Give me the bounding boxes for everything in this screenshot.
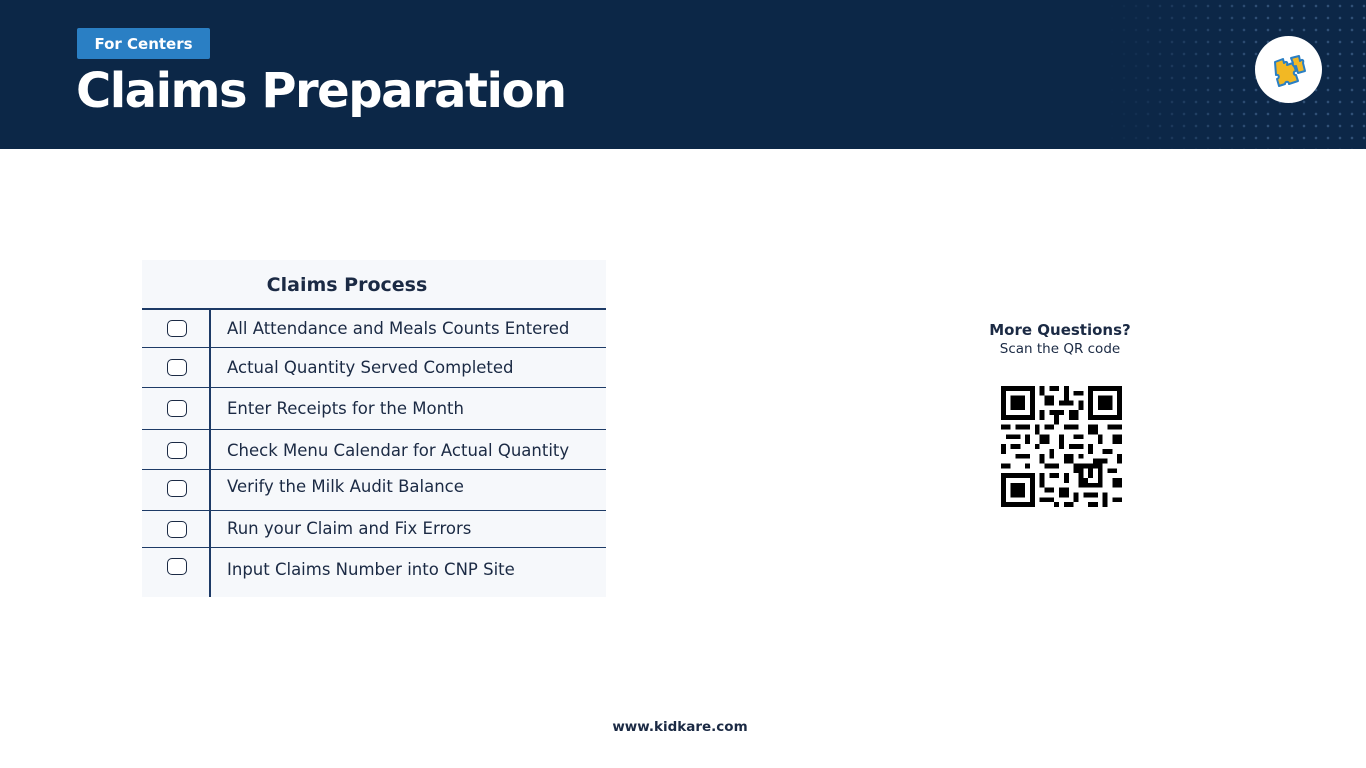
checklist-item-label: Input Claims Number into CNP Site bbox=[227, 560, 515, 579]
checklist-row bbox=[142, 309, 606, 348]
checklist-item-label: Verify the Milk Audit Balance bbox=[227, 477, 464, 496]
kidkare-logo[interactable] bbox=[1255, 36, 1322, 103]
checklist-row bbox=[142, 348, 606, 388]
checkbox[interactable] bbox=[167, 480, 187, 497]
checklist-row bbox=[142, 511, 606, 548]
checkbox[interactable] bbox=[167, 521, 187, 538]
checklist-item-label: Check Menu Calendar for Actual Quantity bbox=[227, 441, 570, 460]
checklist-item-label: All Attendance and Meals Counts Entered bbox=[227, 319, 570, 338]
for-centers-badge: For Centers bbox=[77, 28, 210, 59]
checkbox[interactable] bbox=[167, 442, 187, 459]
more-questions-subtitle: Scan the QR code bbox=[999, 341, 1121, 357]
checklist-item-label: Enter Receipts for the Month bbox=[227, 399, 464, 418]
checkbox[interactable] bbox=[167, 359, 187, 376]
header-banner bbox=[0, 0, 1366, 149]
checkbox[interactable] bbox=[167, 320, 187, 337]
qr-code-icon[interactable] bbox=[1001, 386, 1122, 507]
kidkare-puzzle-logo-icon bbox=[1269, 50, 1309, 90]
checklist-item-label: Run your Claim and Fix Errors bbox=[227, 519, 472, 538]
checklist-row bbox=[142, 388, 606, 430]
checklist-title: Claims Process bbox=[142, 260, 552, 310]
claims-process-checklist bbox=[142, 260, 606, 597]
more-questions-block bbox=[960, 321, 1160, 358]
checklist-row bbox=[142, 548, 606, 597]
page-title: Claims Preparation bbox=[76, 63, 566, 119]
checklist-item-label: Actual Quantity Served Completed bbox=[227, 358, 514, 377]
checkbox[interactable] bbox=[167, 400, 187, 417]
website-link[interactable]: www.kidkare.com bbox=[612, 719, 748, 735]
more-questions-title: More Questions? bbox=[989, 321, 1131, 339]
checkbox[interactable] bbox=[167, 558, 187, 575]
dot-pattern-decoration bbox=[1106, 0, 1366, 149]
checklist-row bbox=[142, 430, 606, 470]
checklist-row bbox=[142, 470, 606, 511]
